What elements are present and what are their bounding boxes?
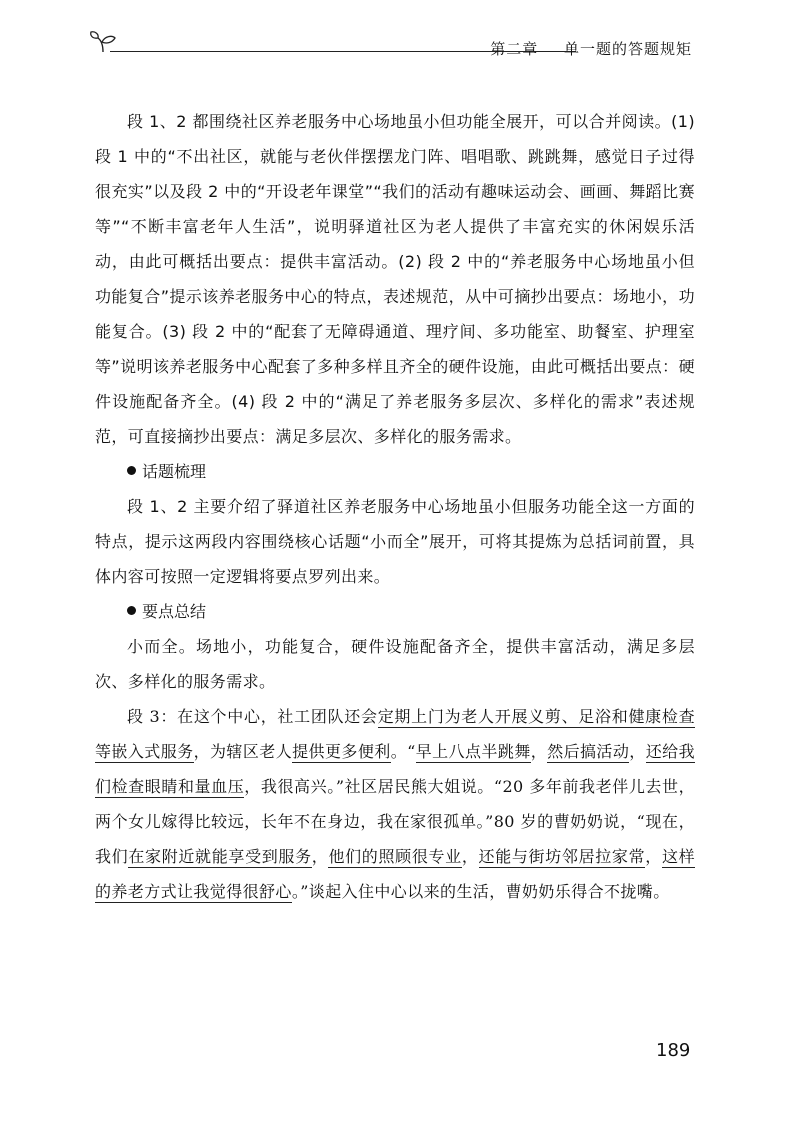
underlined-phrase: 然后搞活动 (547, 742, 630, 761)
underlined-phrase: 还给我们检查眼睛和量血压 (95, 742, 695, 796)
bullet-icon (127, 606, 136, 615)
underlined-phrase: 定期上门为老人开展义剪、足浴和健康检查等嵌入式服务 (95, 707, 695, 761)
underlined-phrase: 早上八点半跳舞 (415, 742, 531, 761)
topic-paragraph: 段 1、2 主要介绍了驿道社区养老服务中心场地虽小但服务功能全这一方面的特点，提示这两段内容围绕核心话题“小而全”展开，可将其提炼为总括词前置，具体内容可按照一定逻辑将要点罗列出来。 (95, 497, 695, 586)
page-body (95, 104, 695, 909)
underlined-phrase: 他们的照顾很专业 (328, 847, 462, 866)
underlined-phrase: 这样的养老方式让我觉得很舒心 (95, 847, 696, 901)
underlined-phrase: 在家附近就能享受到服务 (128, 847, 312, 866)
underlined-phrase: 提供更多便利 (292, 742, 391, 761)
summary-heading (95, 594, 695, 629)
topic-heading (95, 454, 695, 489)
page-number: 189 (656, 1040, 691, 1061)
bullet-icon (127, 466, 136, 475)
header-title (490, 38, 692, 59)
topic-heading-label: 话题梳理 (142, 462, 207, 481)
running-header (88, 26, 700, 66)
chapter-title: 单一题的答题规矩 (563, 40, 692, 58)
summary-paragraph: 小而全。场地小，功能复合，硬件设施配备齐全，提供丰富活动，满足多层次、多样化的服务需求。 (95, 637, 695, 691)
passage-paragraph: 段 3：在这个中心，社工团队还会定期上门为老人开展义剪、足浴和健康检查等嵌入式服务，为辖区老人提供更多便利。“早上八点半跳舞，然后搞活动，还给我们检查眼睛和量血压，我很高兴。”社区居民熊大姐说。“20 多年前我老伴儿去世，两个女儿嫁得比较远，长年不在身边，我在家很孤单。”80 岁的曹奶奶说，“现在，我们在家附近就能享受到服务，他们的照顾很专业，还能与街坊邻居拉家常，这样的养老方式让我觉得很舒心。”谈起入住中心以来的生活，曹奶奶乐得合不拢嘴。 (95, 707, 696, 901)
summary-heading-label: 要点总结 (142, 602, 207, 621)
analysis-paragraph: 段 1、2 都围绕社区养老服务中心场地虽小但功能全展开，可以合并阅读。(1) 段 1 中的“不出社区，就能与老伙伴摆摆龙门阵、唱唱歌、跳跳舞，感觉日子过得很充实”以及段 2 中的“开设老年课堂”“我们的活动有趣味运动会、画画、舞蹈比赛等”“不断丰富老年人生活”，说明驿道社区为老人提供了丰富充实的休闲娱乐活动，由此可概括出要点：提供丰富活动。(2) 段 2 中的“养老服务中心场地虽小但功能复合”提示该养老服务中心的特点，表述规范，从中可摘抄出要点：场地小，功能复合。(3) 段 2 中的“配套了无障碍通道、理疗间、多功能室、助餐室、护理室等”说明该养老服务中心配套了多种多样且齐全的硬件设施，由此可概括出要点：硬件设施配备齐全。(4) 段 2 中的“满足了养老服务多层次、多样化的需求”表述规范，可直接摘抄出要点：满足多层次、多样化的服务需求。 (95, 112, 695, 446)
chapter-label: 第二章 (490, 40, 539, 58)
underlined-phrase: 还能与街坊邻居拉家常 (478, 847, 646, 866)
